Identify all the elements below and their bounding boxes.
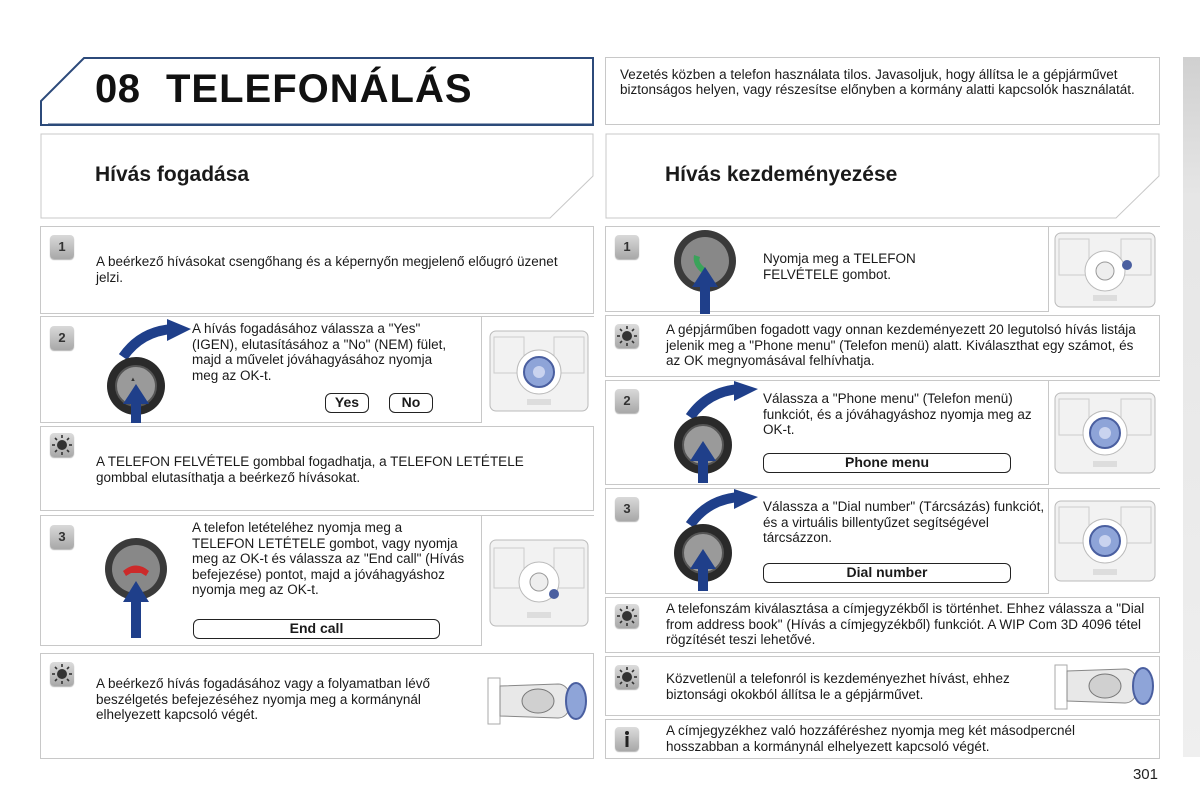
right-step1-text: Nyomja meg a TELEFON FELVÉTELE gombot.	[763, 251, 916, 282]
left-step2-text: A hívás fogadásához válassza a "Yes" (IGEN), elutasításához a "No" (NEM) fület, majd a művelet jóváhagyásához nyomja meg az OK-t.	[192, 321, 447, 383]
chapter-title: TELEFONÁLÁS	[166, 67, 473, 111]
right-tip2-text: A telefonszám kiválasztása a címjegyzékből is történhet. Ehhez válassza a "Dial from address book" (Hívás a címjegyzékből) funkciót. A WIP Com 3D 4096 tétel rögzítését teszi lehetővé.	[666, 601, 1145, 647]
right-info-box	[605, 719, 1160, 759]
right-step3-box	[605, 488, 1160, 594]
left-step3-box	[40, 515, 594, 646]
left-step1-text: A beérkező hívásokat csengőhang és a képernyőn megjelenő előugró üzenet jelzi.	[96, 254, 558, 285]
rotary-knob-icon	[101, 319, 191, 425]
radio-panel-icon	[482, 317, 594, 423]
left-section-title: Hívás fogadása	[95, 163, 250, 186]
warning-box	[605, 57, 1160, 125]
radio-panel-image	[1048, 227, 1160, 312]
no-button[interactable]: No	[389, 393, 433, 413]
right-tip3-box	[605, 656, 1160, 716]
step-badge: 2	[615, 389, 639, 413]
steering-stalk-icon	[1053, 661, 1157, 713]
info-icon	[615, 727, 639, 751]
end-call-button[interactable]: End call	[193, 619, 440, 639]
phone-menu-button[interactable]: Phone menu	[763, 453, 1011, 473]
right-tip3-text: Közvetlenül a telefonról is kezdeményezhet hívást, ehhez biztonsági okokból állítsa le a gépjárművet.	[666, 671, 1010, 702]
right-step3-text: Válassza a "Dial number" (Tárcsázás) funkciót, és a virtuális billentyűzet segítségével tárcsázzon.	[763, 499, 1045, 545]
call-hangup-icon	[103, 536, 173, 640]
yes-button[interactable]: Yes	[325, 393, 369, 413]
right-tip2-box	[605, 597, 1160, 653]
tip-bulb-icon	[50, 662, 74, 686]
radio-panel-icon	[1049, 227, 1160, 312]
right-step2-box	[605, 380, 1160, 485]
dial-number-button[interactable]: Dial number	[763, 563, 1011, 583]
right-section-title: Hívás kezdeményezése	[665, 163, 898, 186]
left-step1-box	[40, 226, 594, 314]
right-info-text: A címjegyzékhez való hozzáféréshez nyomja meg két másodpercnél hosszabban a kormánynál elhelyezett kapcsoló végét.	[666, 723, 1075, 754]
radio-panel-image	[481, 516, 594, 646]
step-badge: 1	[615, 235, 639, 259]
radio-panel-image	[1048, 489, 1160, 594]
left-tip1-text: A TELEFON FELVÉTELE gombbal fogadhatja, a TELEFON LETÉTELE gombbal elutasíthatja a beérkező hívásokat.	[96, 454, 524, 485]
radio-panel-icon	[1049, 489, 1160, 594]
step-badge: 1	[50, 235, 74, 259]
right-step1-box	[605, 226, 1160, 312]
page-number: 301	[1132, 766, 1158, 783]
step-badge: 3	[615, 497, 639, 521]
warning-text: Vezetés közben a telefon használata tilos. Javasoljuk, hogy állítsa le a gépjárművet biztonságos helyen, vagy részesítse előnyben a kormány alatti kapcsolók használatát.	[620, 67, 1135, 97]
side-tab-bar	[1183, 57, 1200, 757]
left-tip2-text: A beérkező hívás fogadásához vagy a folyamatban lévő beszélgetés befejezéséhez nyomja meg a kormánynál elhelyezett kapcsoló végét.	[96, 676, 430, 722]
left-step2-box	[40, 316, 594, 423]
tip-bulb-icon	[50, 433, 74, 457]
left-step3-text: A telefon letételéhez nyomja meg a TELEFON LETÉTELE gombot, vagy nyomja meg az OK-t és válassza az "End call" (Hívás befejezése) pontot, majd a jóváhagyáshoz nyomja meg az OK-t.	[192, 520, 465, 597]
radio-panel-image	[481, 317, 594, 423]
rotary-knob-icon	[668, 381, 758, 485]
tip-bulb-icon	[615, 324, 639, 348]
radio-panel-image	[1048, 381, 1160, 485]
right-tip1-text: A gépjárműben fogadott vagy onnan kezdeményezett 20 legutolsó hívás listája jelenik meg a "Phone menu" (Telefon menü) alatt. Kiválaszthat egy számot, és az OK megnyomásával felhívhatja.	[666, 322, 1136, 368]
chapter-number: 08	[95, 67, 141, 111]
right-tip1-box	[605, 315, 1160, 377]
radio-panel-icon	[1049, 381, 1160, 485]
tip-bulb-icon	[615, 665, 639, 689]
svg-text:▲: ▲	[130, 377, 136, 383]
step-badge: 3	[50, 525, 74, 549]
step-badge: 2	[50, 326, 74, 350]
left-tip1-box	[40, 426, 594, 511]
radio-panel-icon	[482, 516, 594, 646]
left-tip2-box	[40, 653, 594, 759]
call-answer-icon	[672, 229, 742, 315]
steering-stalk-icon	[486, 674, 591, 728]
rotary-knob-icon	[668, 489, 758, 593]
tip-bulb-icon	[615, 604, 639, 628]
right-step2-text: Válassza a "Phone menu" (Telefon menü) funkciót, és a jóváhagyáshoz nyomja meg az OK-t.	[763, 391, 1032, 437]
